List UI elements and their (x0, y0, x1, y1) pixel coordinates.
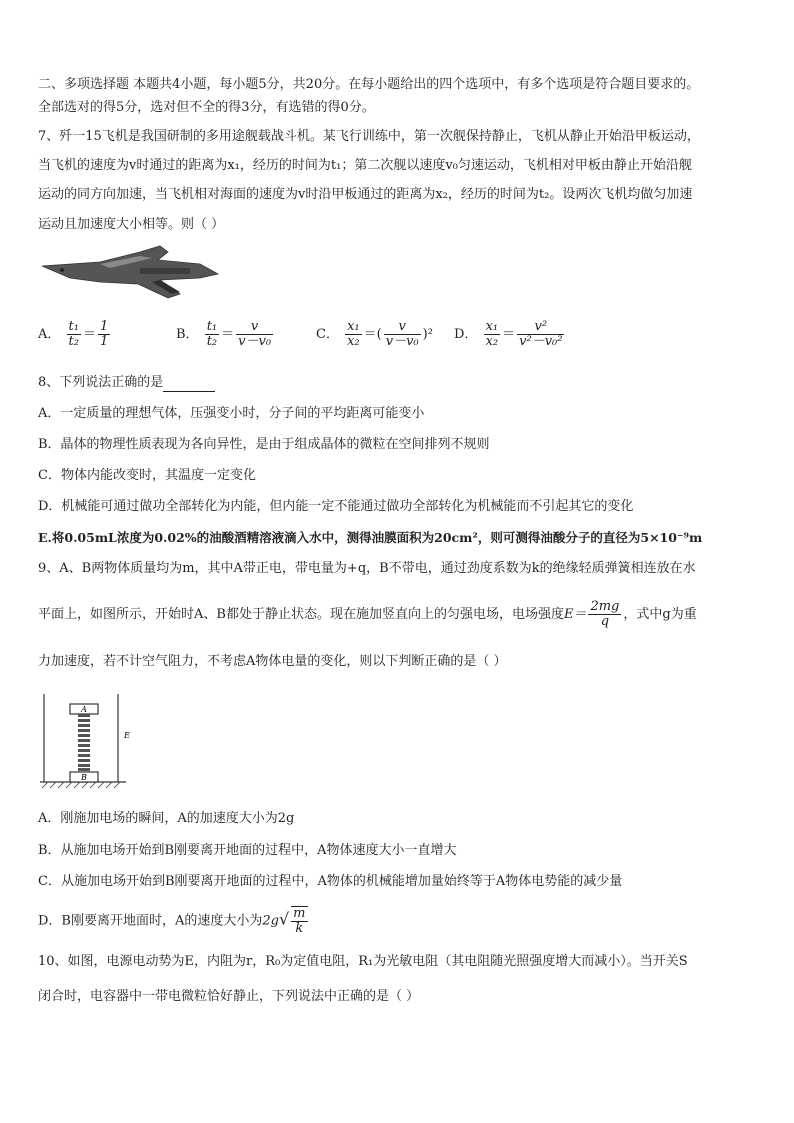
q7-a-rhs (98, 320, 110, 349)
q7-b-rhs (236, 320, 273, 349)
q8-option-d: D．机械能可通过做功全部转化为内能，但内能一定不能通过做功全部转化为机械能而不引起其它的变化 (38, 499, 634, 514)
q7-line2: 当飞机的速度为v时通过的距离为x₁，经历的时间为t₁；第二次舰以速度v₀匀速运动，飞机相对甲板由静止开始沿舰 (38, 158, 692, 173)
q8-stem (38, 374, 215, 392)
q7-d-lhs (484, 320, 501, 349)
q8-option-c: C．物体内能改变时，其温度一定变化 (38, 468, 256, 483)
q7-b-lhs-num: t₁ (206, 319, 218, 334)
q8-option-b: B．晶体的物理性质表现为各向异性，是由于组成晶体的微粒在空间排列不规则 (38, 437, 490, 452)
q7-c-rhs-post: )² (422, 327, 433, 342)
answer-blank (163, 379, 215, 392)
q7-option-b: B． $\frac{\text{t₁}}{\text{t₂}}$ ＝ $\frac{v}{\text{v－v₀}}$ (176, 319, 272, 349)
q8-stem-text: 8、下列说法正确的是 (38, 375, 164, 390)
q10-line1: 10、如图，电源电动势为E，内阻为r，R₀为定值电阻，R₁为光敏电阻（其电阻随光照强度增大而减小）。当开关S (38, 954, 688, 969)
q9-line2-pre: 平面上，如图所示，开始时A、B都处于静止状态。现在施加竖直向上的匀强电场，电场强度 (38, 607, 564, 622)
section-header-line1: 二、多项选择题 本题共4小题，每小题5分，共20分。在每小题给出的四个选项中，有多个选项是符合题目要求的。 (38, 77, 700, 92)
q9-e-lhs: E＝ (563, 607, 587, 622)
q7-b-rhs-num: v (236, 320, 273, 335)
q7-c-rhs-num: v (384, 320, 421, 335)
q9-line3: 力加速度，若不计空气阻力，不考虑A物体电量的变化，则以下判断正确的是（ ） (38, 654, 507, 669)
q8-option-e: E.将0.05mL浓度为0.02%的油酸酒精溶液滴入水中，测得油膜面积为20cm²，则可测得油酸分子的直径为5×10⁻⁹m (38, 530, 703, 545)
q7-line1: 7、歼一15飞机是我国研制的多用途舰载战斗机。某飞行训练中，第一次舰保持静止，飞机从静止开始沿甲板运动， (38, 129, 700, 144)
q7-b-lhs-den: t₂ (206, 334, 218, 349)
sqrt-sign: √ (278, 909, 290, 929)
q7-c-rhs-pre: ＝( (363, 327, 382, 342)
q7-a-rhs-num: 1 (99, 319, 109, 334)
q7-option-b-label: B． (176, 327, 199, 342)
q7-b-lhs (205, 320, 219, 349)
q9-e-den: q (600, 614, 610, 629)
q9-option-b: B．从施加电场开始到B刚要离开地面的过程中，A物体速度大小一直增大 (38, 843, 457, 858)
q9-line2 (38, 600, 697, 629)
q7-d-lhs-num: x₁ (485, 319, 499, 334)
q7-a-lhs-num: t₁ (68, 319, 79, 334)
q7-option-c-label: C． (316, 327, 339, 342)
q9-d-num: m (293, 906, 306, 921)
spring-figure (40, 690, 140, 790)
q7-c-lhs (345, 320, 362, 349)
q7-c-rhs-den: v－v₀ (385, 334, 419, 349)
q9-e-num: 2mg (590, 599, 620, 614)
q7-c-lhs-den: x₂ (347, 334, 360, 349)
q7-b-rhs-den: v－v₀ (238, 334, 272, 349)
q7-d-lhs-den: x₂ (485, 334, 499, 349)
q8-option-a: A．一定质量的理想气体，压强变小时，分子间的平均距离可能变小 (38, 406, 425, 421)
field-e-label: E (124, 731, 130, 740)
section-header-line2: 全部选对的得5分，选对但不全的得3分，有选错的得0分。 (38, 100, 375, 115)
q9-d-den: k (295, 921, 304, 936)
q7-line3: 运动的同方向加速，当飞机相对海面的速度为v时沿甲板通过的距离为x₂，经历的时间为t₂。设两次飞机均做匀加速 (38, 187, 693, 202)
q7-option-d: D． $\frac{\text{x₁}}{\text{x₂}}$ ＝ $\frac{\text{v²}}{\text{v²－v₀²}}$ (454, 319, 563, 349)
q7-a-lhs (67, 320, 81, 349)
q7-d-rhs-num: v² (517, 320, 564, 335)
q9-line1: 9、A、B两物体质量均为m，其中A带正电，带电量为+q，B不带电，通过劲度系数为k的绝缘轻质弹簧相连放在水 (38, 561, 696, 576)
q7-d-rhs-den: v²－v₀² (519, 334, 563, 349)
q9-d-coef: 2g (262, 913, 279, 929)
block-b-label: B (81, 773, 87, 782)
q7-d-rhs (517, 320, 564, 349)
q10-line2: 闭合时，电容器中一带电微粒恰好静止，下列说法中正确的是（ ） (38, 989, 420, 1004)
q7-a-lhs-den: t₂ (68, 334, 79, 349)
q7-option-a: A． $\frac{\text{t₁}}{\text{t₂}}$ ＝ $\frac{1}{1}$ (38, 319, 109, 349)
q7-option-a-label: A． (38, 327, 61, 342)
q9-d-frac (291, 906, 307, 936)
block-a-label: A (81, 705, 87, 714)
q7-a-rhs-den: 1 (99, 334, 109, 349)
q9-line2-post: ，式中g为重 (623, 607, 697, 622)
q9-option-d-text: D．B刚要离开地面时，A的速度大小为 (38, 913, 263, 929)
q7-c-rhs (384, 320, 421, 349)
fighter-jet-image (40, 244, 220, 302)
q7-option-c (316, 320, 433, 349)
q9-option-c: C．从施加电场开始到B刚要离开地面的过程中，A物体的机械能增加量始终等于A物体电势能的减少量 (38, 874, 623, 889)
q7-option-d-label: D． (454, 327, 478, 342)
q7-line4: 运动且加速度大小相等。则（ ） (38, 217, 225, 232)
q7-c-lhs-num: x₁ (347, 319, 360, 334)
q9-e-frac (588, 600, 621, 629)
q9-option-d (38, 906, 310, 936)
q9-option-a: A．刚施加电场的瞬间，A的加速度大小为2g (38, 811, 295, 826)
